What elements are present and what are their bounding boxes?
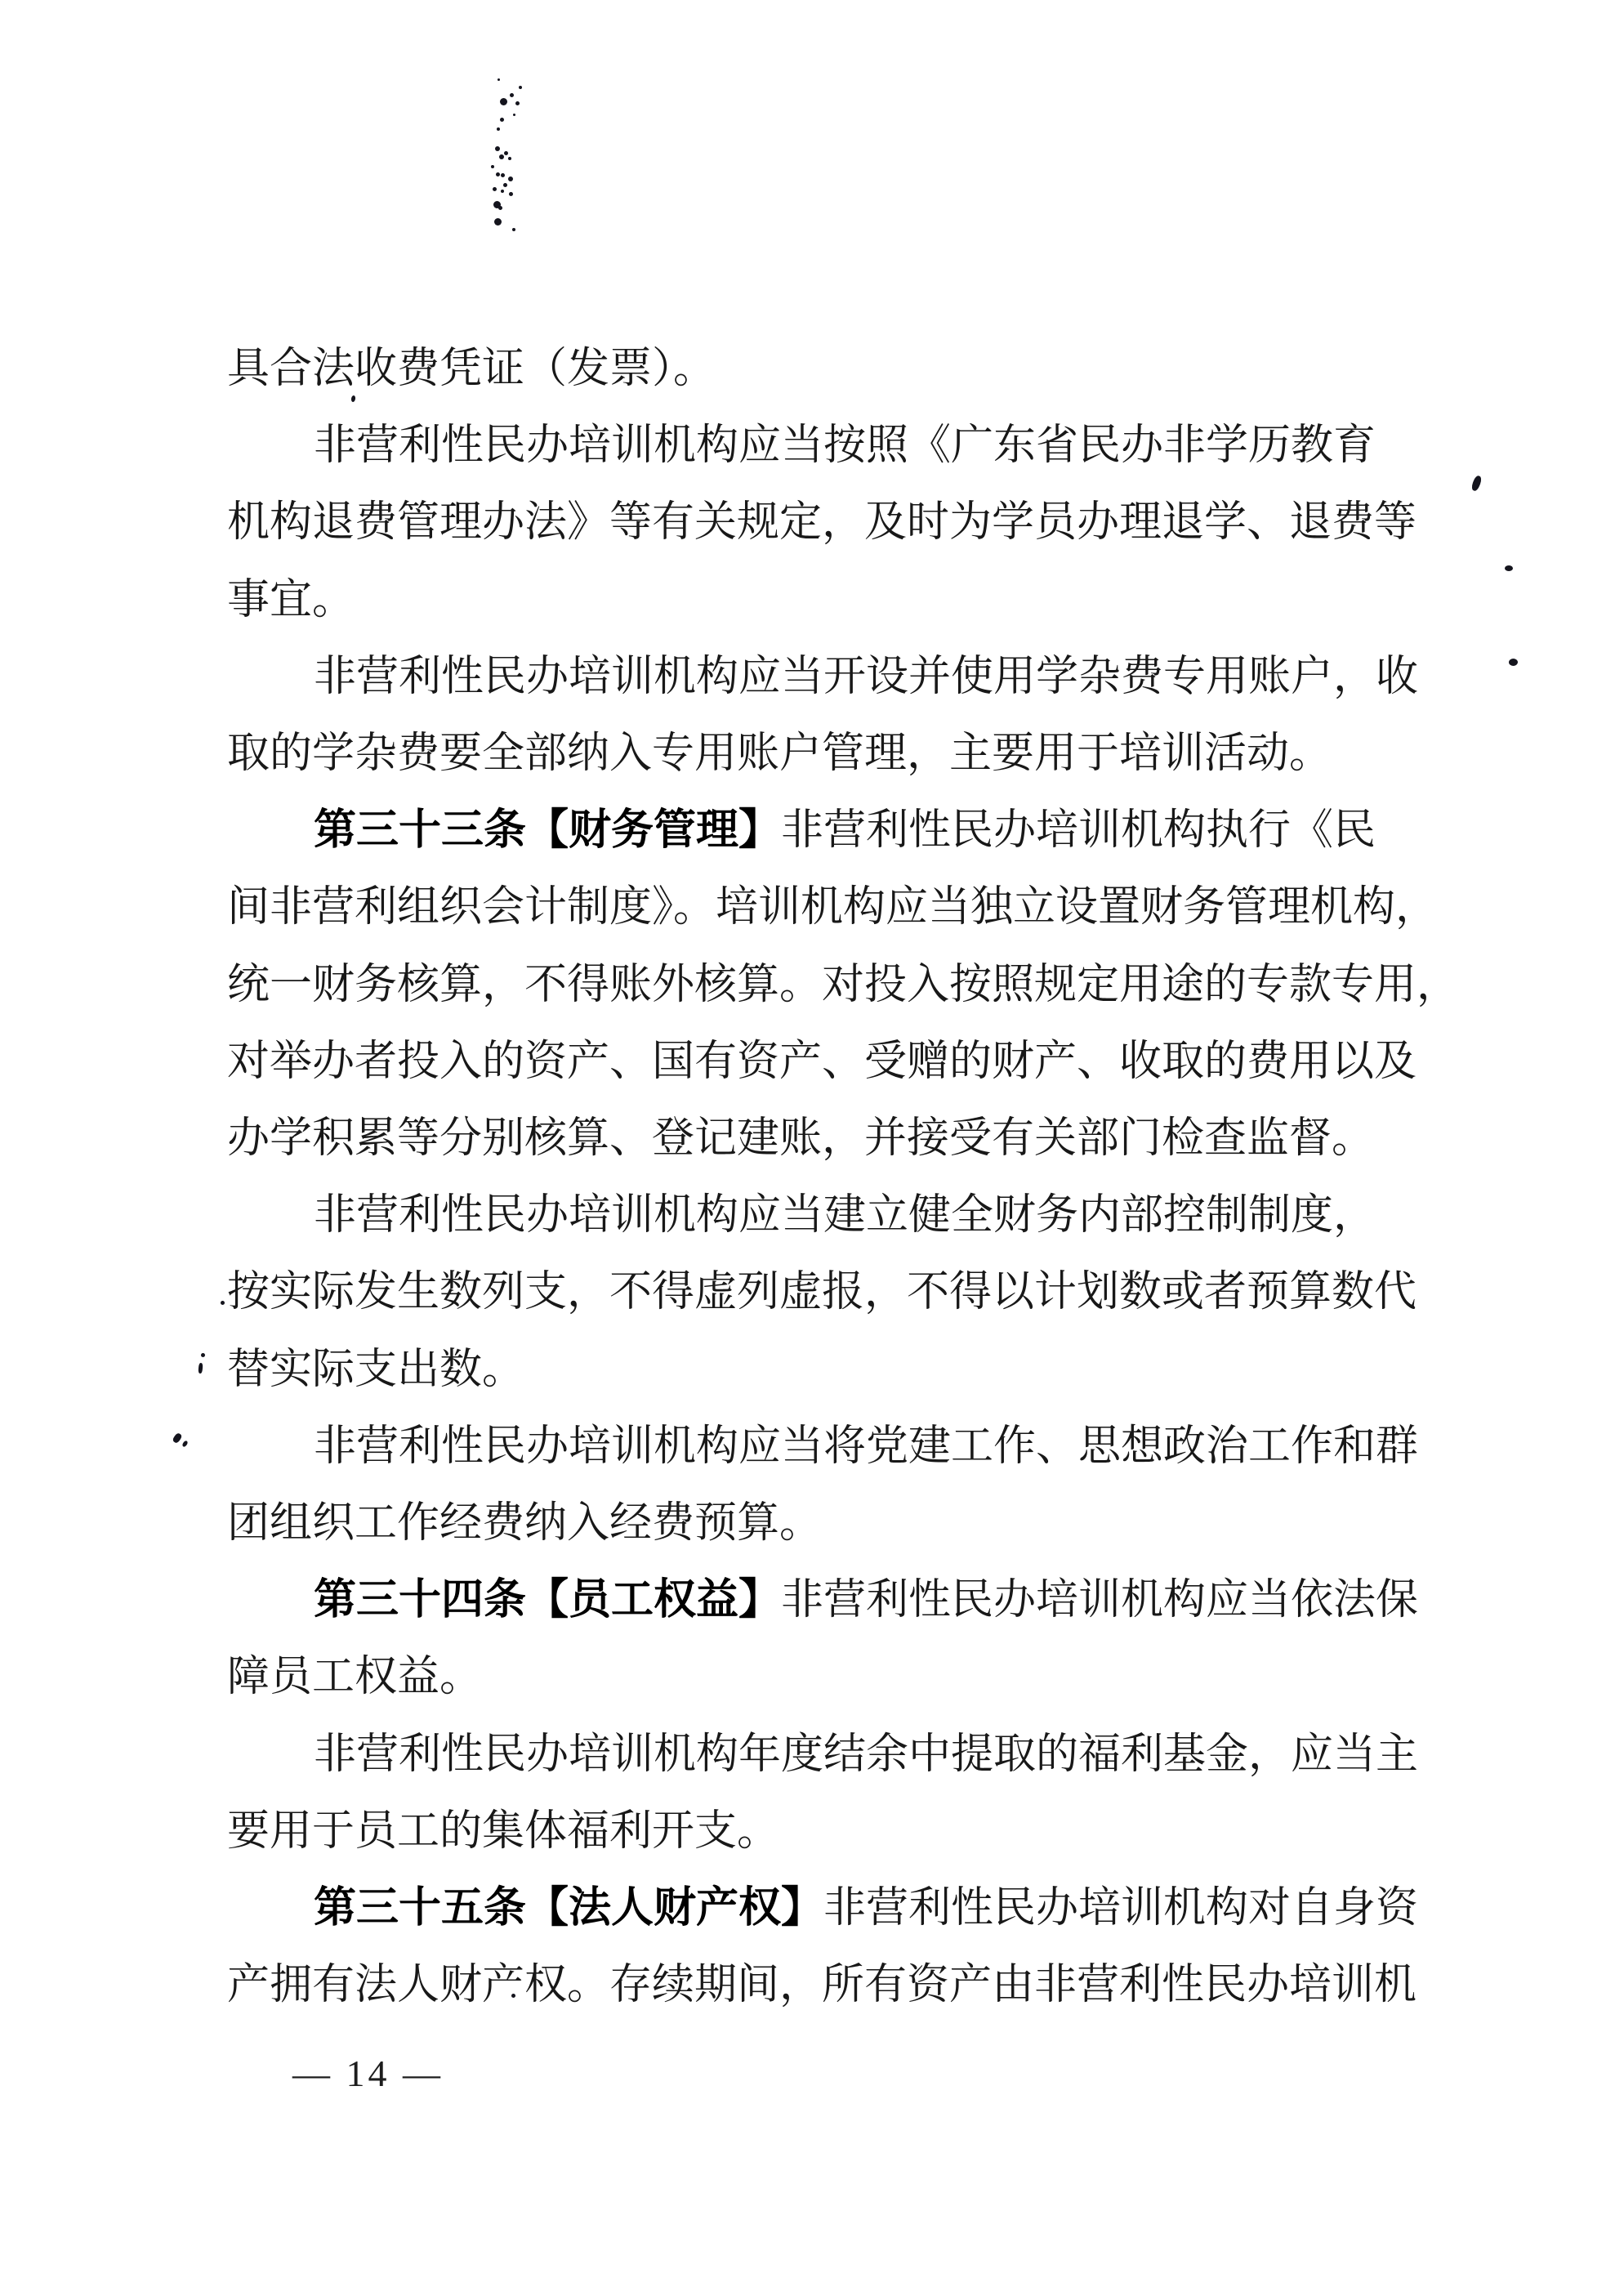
line-text: 按实际发生数列支，不得虚列虚报，不得以计划数或者预算数代 — [227, 1268, 1417, 1316]
line-text: 障员工权益。 — [227, 1653, 483, 1700]
line-text: 非营利性民办培训机构年度结余中提取的福利基金，应当主 — [314, 1731, 1419, 1778]
line-text: 团组织工作经费纳入经费预算。 — [227, 1499, 823, 1547]
page-footer — [242, 2008, 444, 2138]
line-text: 非营利性民办培训机构应当开设并使用学杂费专用账户，收 — [314, 653, 1419, 700]
text-line — [227, 880, 1438, 934]
line-text: 间非营利组织会计制度》。培训机构应当独立设置财务管理机构， — [227, 883, 1439, 931]
text-line — [227, 1958, 1417, 2012]
line-text: 非营利性民办培训机构对自身资 — [823, 1884, 1419, 1932]
line-text: 非营利性民办培训机构应当建立健全财务内部控制制度， — [314, 1191, 1376, 1239]
text-line — [314, 650, 1418, 704]
text-line — [227, 1111, 1374, 1165]
line-text: 替实际支出数。 — [227, 1346, 525, 1393]
text-line — [227, 1342, 524, 1396]
line-text: 对举办者投入的资产、国有资产、受赠的财产、收取的费用以及 — [227, 1038, 1417, 1085]
text-line — [227, 1804, 779, 1858]
page-number: — 14 — — [292, 2053, 444, 2094]
text-line — [314, 1727, 1418, 1781]
line-text: 统一财务核算，不得账外核算。对投入按照规定用途的专款专用， — [227, 961, 1460, 1008]
line-text: 非营利性民办培训机构应当按照《广东省民办非学历教育 — [314, 422, 1376, 469]
text-line — [314, 803, 1376, 857]
text-line — [227, 958, 1459, 1012]
line-text: 非营利性民办培训机构应当依法保 — [781, 1576, 1419, 1624]
text-line — [227, 1265, 1417, 1319]
line-text: 机构退费管理办法》等有关规定，及时为学员办理退学、退费等 — [227, 498, 1417, 546]
text-line — [227, 495, 1417, 549]
text-line — [314, 1188, 1376, 1242]
article-heading: 第三十四条【员工权益】 — [314, 1576, 782, 1624]
text-line — [314, 1573, 1418, 1627]
text-line — [314, 418, 1376, 472]
line-text: 产拥有法人财产权。存续期间，所有资产由非营利性民办培训机 — [227, 1961, 1417, 2008]
text-line — [227, 1496, 822, 1550]
line-text: 取的学杂费要全部纳入专用账户管理，主要用于培训活动。 — [227, 730, 1332, 777]
line-text: 非营利性民办培训机构应当将党建工作、思想政治工作和群 — [314, 1423, 1419, 1470]
line-text: 非营利性民办培训机构执行《民 — [781, 806, 1376, 854]
text-line — [314, 1881, 1418, 1935]
article-heading: 第三十三条【财务管理】 — [314, 806, 782, 854]
line-text: 具合法收费凭证（发票）。 — [227, 345, 716, 392]
line-text: 办学积累等分别核算、登记建账，并接受有关部门检查监督。 — [227, 1114, 1375, 1162]
text-line — [227, 342, 716, 395]
article-heading: 第三十五条【法人财产权】 — [314, 1884, 824, 1932]
text-line — [227, 726, 1332, 780]
text-line — [314, 1419, 1418, 1473]
text-line — [227, 1650, 482, 1704]
text-line — [227, 573, 355, 627]
line-text: 要用于员工的集体福利开支。 — [227, 1807, 780, 1855]
line-text: 事宜。 — [227, 576, 355, 623]
text-line — [227, 1034, 1417, 1088]
